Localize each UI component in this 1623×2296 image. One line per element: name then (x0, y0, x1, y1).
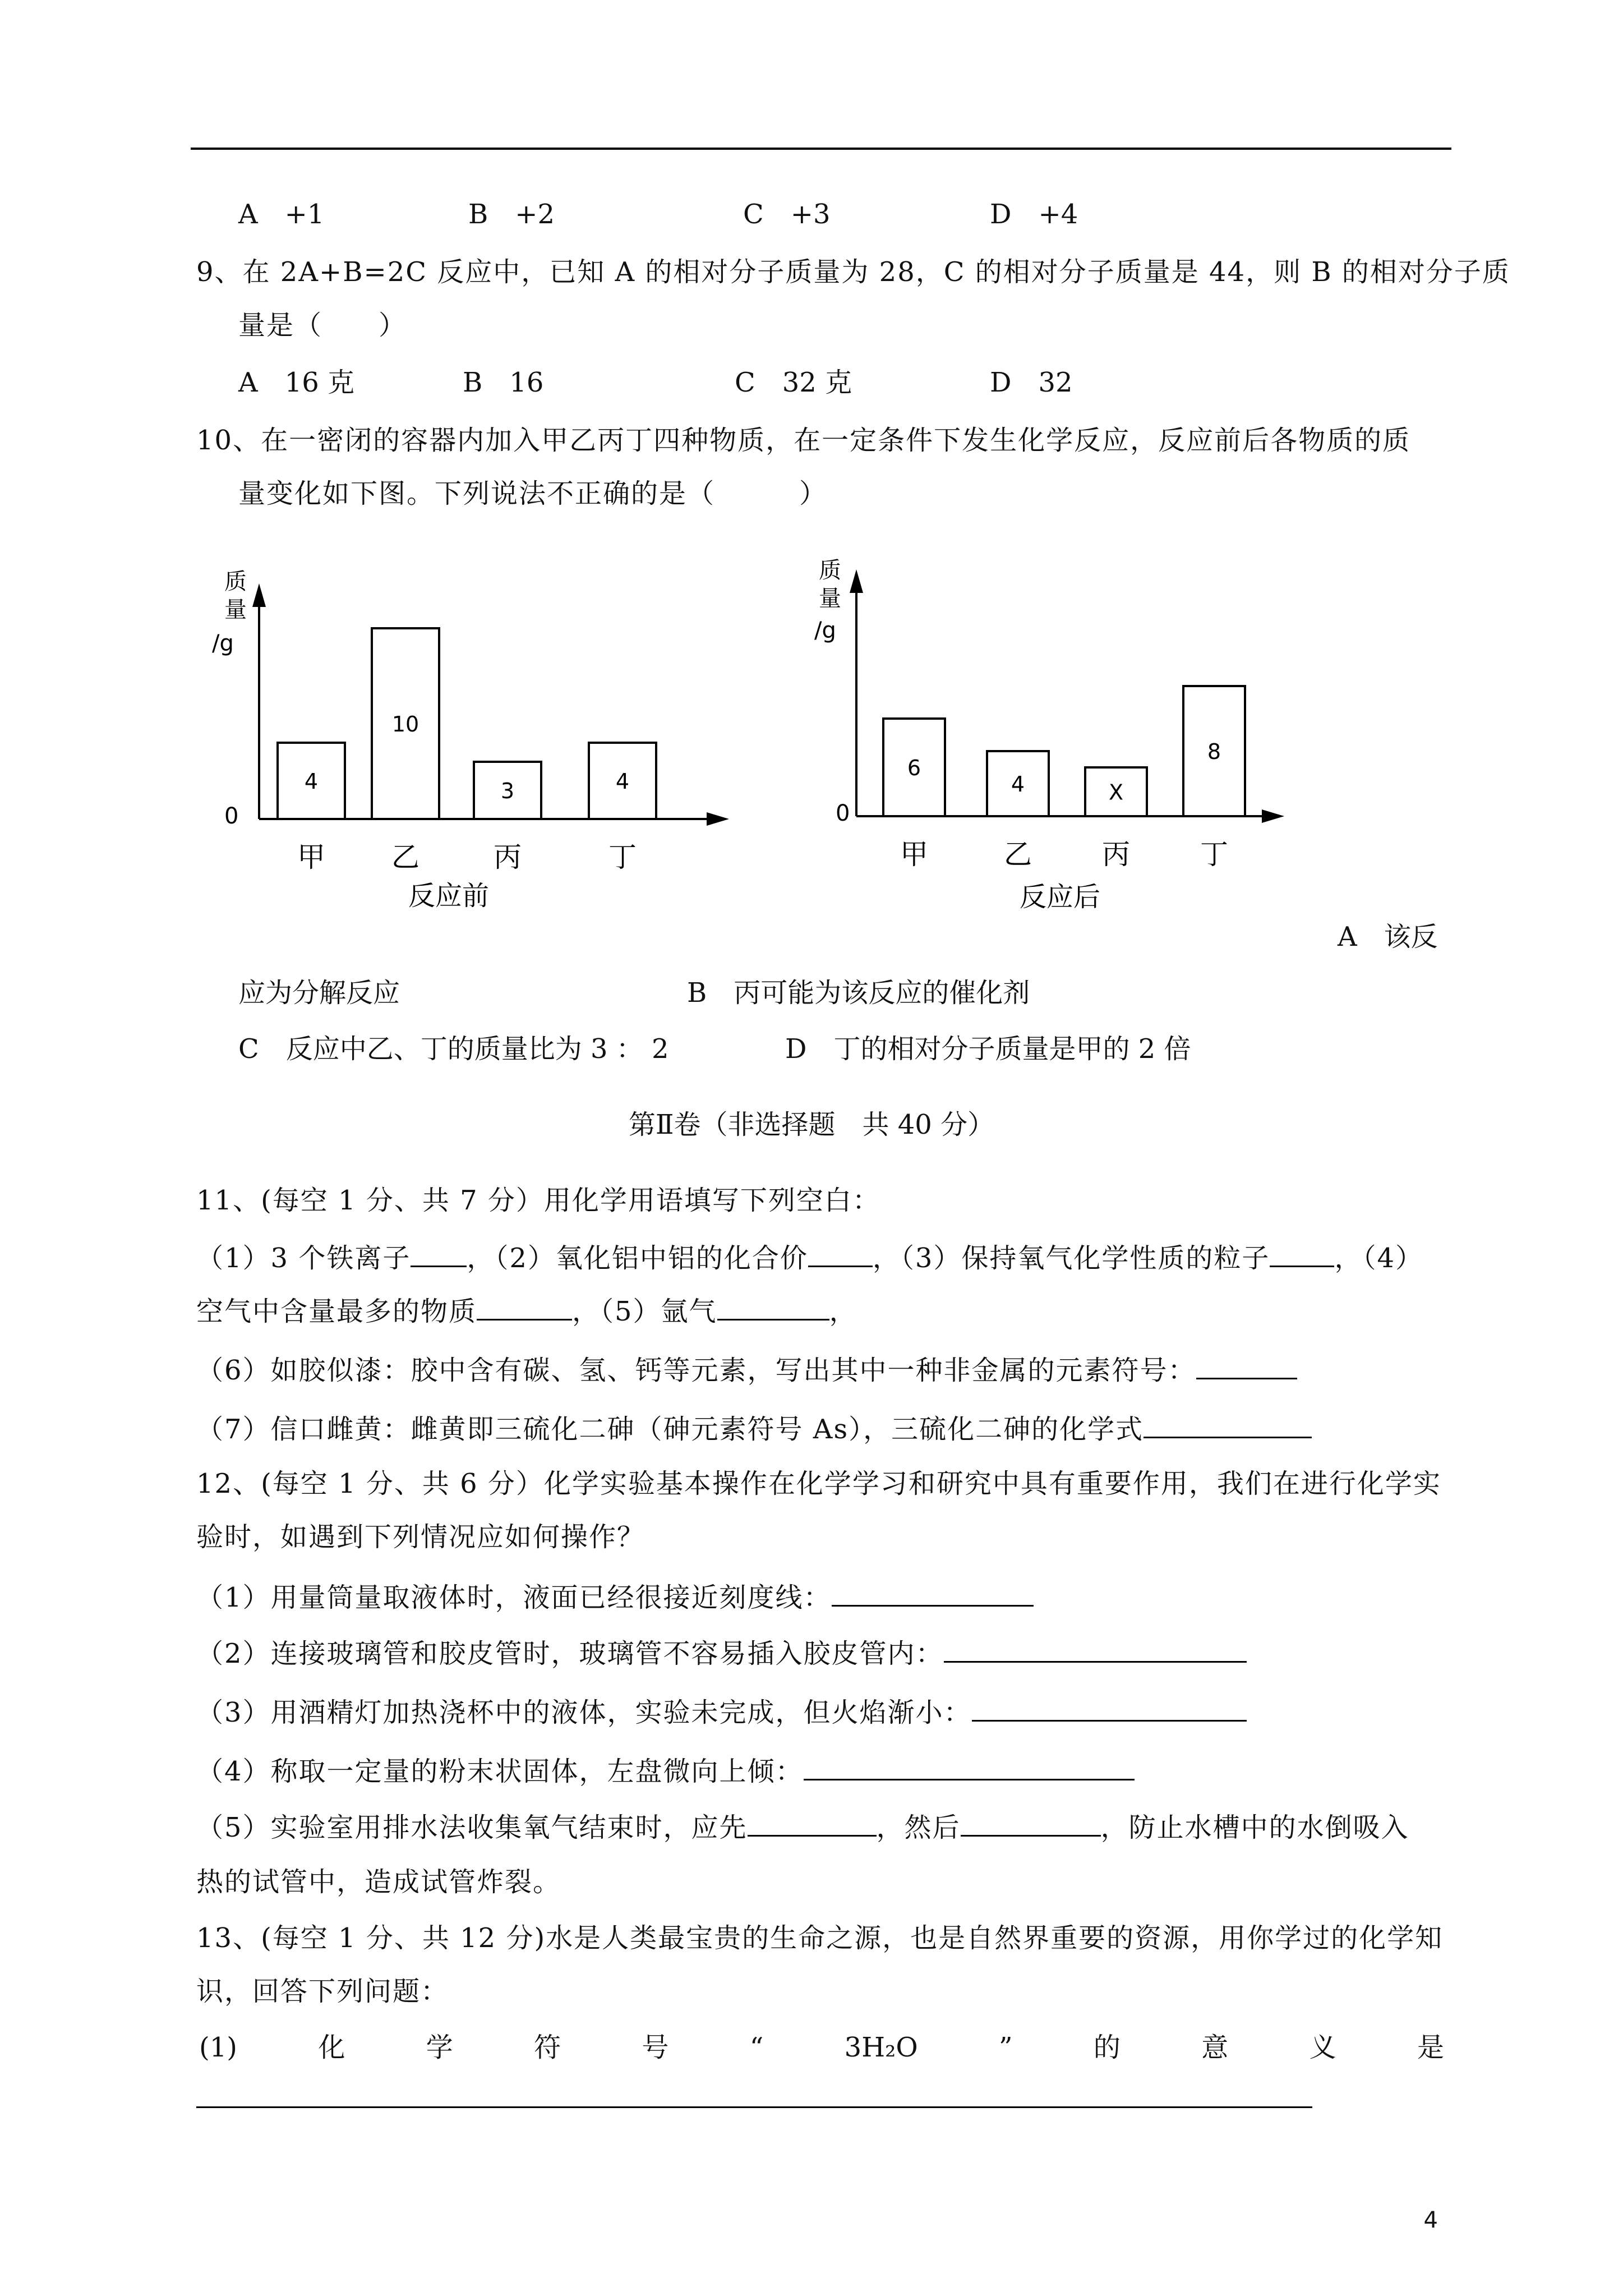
q9-option-b: B 16 (463, 367, 544, 398)
q12-blank-2[interactable] (944, 1635, 1247, 1663)
q12-line2 (196, 1635, 1247, 1671)
chart-before-ylabel-char3: /g (212, 631, 234, 656)
q13-word: 化 (318, 2032, 345, 2063)
chart-before-bar-label-2: 10 (391, 712, 419, 737)
chart-before-category-4: 丁 (608, 841, 637, 873)
chart-after-bar-label-4: 8 (1207, 739, 1221, 764)
q13-word: 学 (426, 2032, 453, 2063)
q13-word: 意 (1201, 2032, 1229, 2063)
q11-item-6: （6）如胶似漆：胶中含有碳、氢、钙等元素，写出其中一种非金属的元素符号： (196, 1355, 1196, 1386)
q11-blank-3[interactable] (1270, 1240, 1334, 1267)
q9-option-c: C 32 克 (735, 367, 852, 398)
chart-after-bar-label-2: 4 (1011, 772, 1025, 797)
q11-line3 (196, 1352, 1297, 1387)
q10-option-c: C 反应中乙、丁的质量比为 3 ： 2 (238, 1033, 669, 1065)
q12-item-4: （4）称取一定量的粉末状固体，左盘微向上倾： (196, 1756, 804, 1787)
q12-line4 (196, 1753, 1135, 1788)
chart-before-title: 反应前 (408, 880, 490, 912)
chart-before-x-arrow (707, 812, 729, 826)
q12-blank-5[interactable] (748, 1809, 877, 1837)
q12-line3 (196, 1694, 1247, 1729)
q13-word: 号 (642, 2032, 669, 2063)
q13-line1 (199, 2031, 1444, 2064)
chart-before-category-2: 乙 (391, 841, 419, 873)
q8-option-a: A +1 (238, 199, 325, 230)
chart-after-category-1: 甲 (900, 838, 928, 871)
chart-after (780, 553, 1340, 923)
q13-word: 符 (534, 2032, 561, 2063)
q10-option-d: D 丁的相对分子质量是甲的 2 倍 (785, 1033, 1191, 1065)
chart-before-bar-label-1: 4 (304, 769, 319, 794)
q11-header: 11、(每空 1 分、共 7 分）用化学用语填写下列空白： (196, 1185, 880, 1216)
q12-blank-6[interactable] (961, 1809, 1101, 1837)
q12-blank-3[interactable] (972, 1694, 1247, 1722)
q13-header-line1: 13、(每空 1 分、共 12 分)水是人类最宝贵的生命之源，也是自然界重要的资源，用你学过的化学知 (196, 1922, 1444, 1954)
q12-item-5-end: ，防止水槽中的水倒吸入 (1100, 1812, 1409, 1843)
q11-item-4: ，（4） (1334, 1243, 1423, 1274)
q12-blank-1[interactable] (832, 1579, 1034, 1607)
q12-header-line2: 验时，如遇到下列情况应如何操作？ (196, 1521, 645, 1553)
page-number: 4 (1423, 2207, 1438, 2233)
q13-word: 义 (1309, 2032, 1336, 2063)
q12-header-line1: 12、(每空 1 分、共 6 分）化学实验基本操作在化学学习和研究中具有重要作用，我们在进行化学实 (196, 1468, 1441, 1499)
q11-item-5: ，（5）氩气 (572, 1296, 717, 1327)
q11-item-1: （1）3 个铁离子 (196, 1243, 411, 1274)
q8-option-d: D +4 (990, 199, 1078, 230)
chart-before-bar-label-4: 4 (615, 769, 630, 794)
chart-after-title: 反应后 (1019, 881, 1101, 913)
chart-before (196, 555, 757, 926)
q11-blank-2[interactable] (808, 1240, 873, 1267)
q13-word: (1) (199, 2032, 237, 2063)
q12-item-5-mid: ，然后 (876, 1812, 961, 1843)
chart-after-category-3: 丙 (1102, 838, 1130, 871)
q8-option-c: C +3 (743, 199, 831, 230)
chart-after-category-2: 乙 (1004, 838, 1032, 871)
q12-line6: 热的试管中，造成试管炸裂。 (196, 1866, 561, 1898)
q12-item-3: （3）用酒精灯加热浇杯中的液体，实验未完成，但火焰渐小： (196, 1697, 972, 1728)
q11-blank-6[interactable] (1196, 1352, 1297, 1379)
header-rule (191, 148, 1451, 150)
chart-before-origin: 0 (224, 803, 239, 829)
q12-line1 (196, 1579, 1034, 1614)
chart-after-ylabel-char3: /g (814, 618, 836, 643)
q10-option-b: B 丙可能为该反应的催化剂 (687, 977, 1030, 1009)
q13-word: ” (999, 2032, 1013, 2063)
chart-after-bar-label-3: X (1108, 780, 1124, 805)
q10-option-a-continued: 应为分解反应 (238, 977, 400, 1009)
q13-answer-line[interactable] (196, 2106, 1312, 2108)
q12-item-2: （2）连接玻璃管和胶皮管时，玻璃管不容易插入胶皮管内： (196, 1638, 944, 1669)
q11-line2 (196, 1293, 857, 1328)
q13-word: 3H₂O (844, 2032, 918, 2063)
chart-after-y-arrow (850, 569, 863, 593)
q9-stem-line2: 量是（ ） (238, 310, 407, 341)
chart-before-ylabel-char1: 质 (224, 569, 247, 595)
q13-word: “ (749, 2032, 764, 2063)
chart-after-ylabel-char1: 质 (819, 558, 841, 583)
q11-blank-7[interactable] (1144, 1411, 1312, 1438)
q11-blank-5[interactable] (717, 1293, 829, 1320)
q11-line4 (196, 1411, 1312, 1446)
q9-stem-line1: 9、在 2A+B=2C 反应中，已知 A 的相对分子质量为 28，C 的相对分子质量是 44，则 B 的相对分子质 (196, 256, 1510, 288)
q13-word: 的 (1093, 2032, 1121, 2063)
chart-after-x-arrow (1262, 809, 1284, 823)
chart-before-y-arrow (252, 583, 266, 607)
q11-blank-1[interactable] (411, 1240, 467, 1267)
chart-before-ylabel-char2: 量 (224, 597, 247, 623)
q12-item-5: （5）实验室用排水法收集氧气结束时，应先 (196, 1812, 748, 1843)
section-2-title: 第Ⅱ卷（非选择题 共 40 分） (628, 1109, 995, 1140)
q10-stem-line1: 10、在一密闭的容器内加入甲乙丙丁四种物质，在一定条件下发生化学反应，反应前后各物质的质 (196, 425, 1411, 456)
chart-after-ylabel-char2: 量 (819, 586, 841, 611)
chart-before-category-1: 甲 (297, 841, 325, 873)
q9-option-d: D 32 (990, 367, 1073, 398)
chart-after-origin: 0 (836, 800, 850, 826)
q13-word: 是 (1417, 2032, 1444, 2063)
q8-option-b: B +2 (468, 199, 555, 230)
q11-item-4-text: 空气中含量最多的物质 (196, 1296, 477, 1327)
chart-after-category-4: 丁 (1200, 838, 1228, 871)
q12-line5 (196, 1809, 1409, 1844)
q13-header-line2: 识，回答下列问题： (196, 1976, 449, 2007)
q11-item-2: ，（2）氧化铝中铝的化合价 (467, 1243, 808, 1274)
q9-option-a: A 16 克 (238, 367, 355, 398)
chart-after-bar-label-1: 6 (907, 756, 921, 780)
chart-before-category-3: 丙 (494, 841, 522, 873)
q10-stem-line2: 量变化如下图。下列说法不正确的是（ ） (238, 478, 828, 509)
chart-before-bar-label-3: 3 (500, 779, 515, 803)
q11-item-3: ，（3）保持氧气化学性质的粒子 (872, 1243, 1270, 1274)
q12-item-1: （1）用量筒量取液体时，液面已经很接近刻度线： (196, 1582, 832, 1613)
q12-blank-4[interactable] (804, 1753, 1135, 1780)
q11-line1 (196, 1240, 1423, 1275)
q10-option-a-start: A 该反 (1338, 921, 1438, 953)
q11-item-7: （7）信口雌黄：雌黄即三硫化二砷（砷元素符号 As），三硫化二砷的化学式 (196, 1414, 1144, 1445)
q11-blank-4[interactable] (477, 1293, 572, 1320)
q11-line2-end: ， (829, 1296, 857, 1327)
